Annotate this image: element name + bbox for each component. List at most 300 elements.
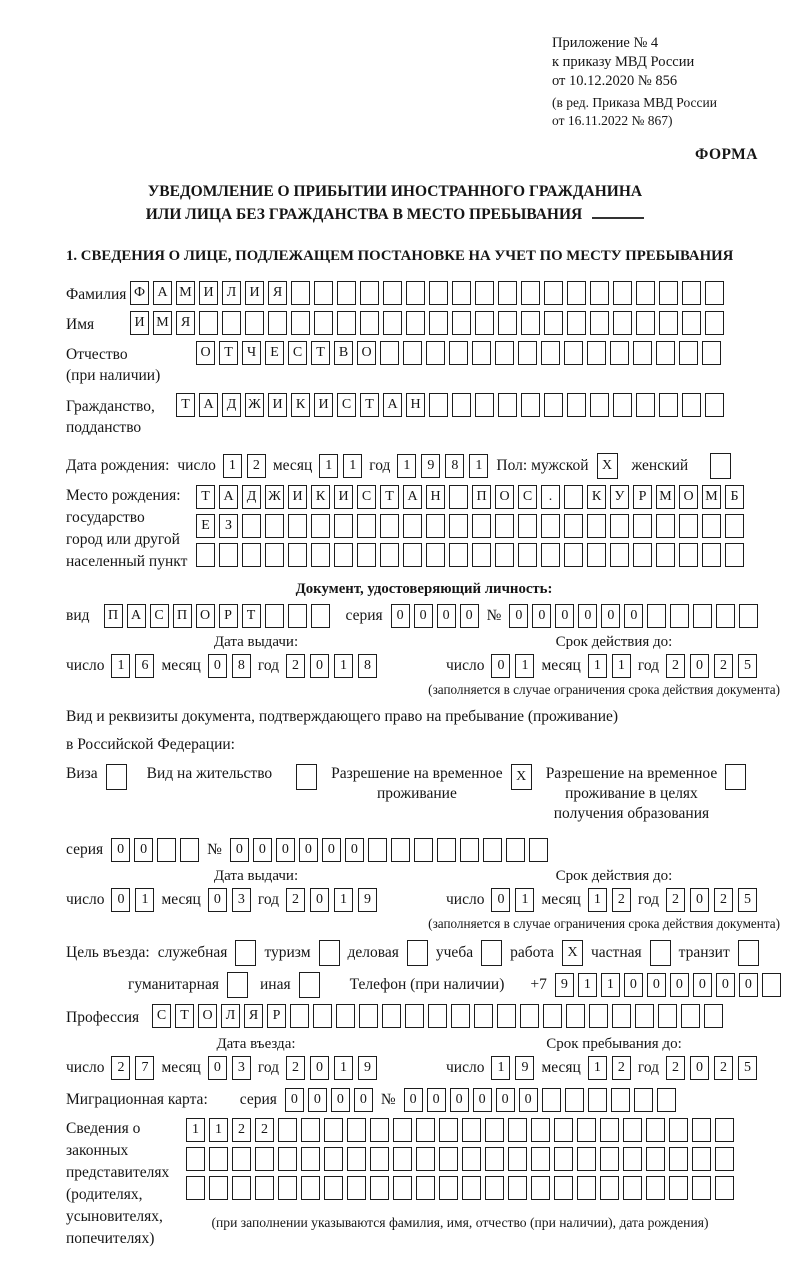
char-cell[interactable] [554,1147,573,1171]
char-cell[interactable] [291,311,310,335]
char-cell[interactable]: М [153,311,172,335]
char-cell[interactable] [521,281,540,305]
char-cell[interactable] [380,514,399,538]
purpose-other-checkbox[interactable] [299,972,320,998]
char-cell[interactable]: 1 [223,454,242,478]
char-cell[interactable]: 7 [135,1056,154,1080]
char-cell[interactable]: 1 [469,454,488,478]
char-cell[interactable] [725,543,744,567]
char-cell[interactable] [544,311,563,335]
birth-year-cells[interactable] [397,454,488,478]
char-cell[interactable]: 2 [286,654,305,678]
char-cell[interactable] [520,1004,539,1028]
residence-permit-checkbox[interactable] [296,764,317,790]
char-cell[interactable] [518,514,537,538]
phone-cells[interactable] [555,973,781,997]
char-cell[interactable] [623,1147,642,1171]
char-cell[interactable]: 2 [612,888,631,912]
char-cell[interactable] [439,1118,458,1142]
char-cell[interactable] [590,311,609,335]
char-cell[interactable] [242,514,261,538]
char-cell[interactable] [682,281,701,305]
char-cell[interactable] [449,543,468,567]
char-cell[interactable]: 0 [690,888,709,912]
residence-issue-month-cells[interactable] [208,888,251,912]
char-cell[interactable] [222,311,241,335]
char-cell[interactable]: М [656,485,675,509]
char-cell[interactable] [393,1147,412,1171]
char-cell[interactable]: Я [244,1004,263,1028]
residence-issue-day-cells[interactable] [111,888,154,912]
char-cell[interactable]: 0 [111,838,130,862]
char-cell[interactable] [472,341,491,365]
char-cell[interactable] [439,1147,458,1171]
char-cell[interactable] [633,543,652,567]
char-cell[interactable]: 2 [714,888,733,912]
char-cell[interactable] [715,1147,734,1171]
char-cell[interactable] [566,1004,585,1028]
char-cell[interactable] [705,281,724,305]
char-cell[interactable]: М [702,485,721,509]
char-cell[interactable] [414,838,433,862]
char-cell[interactable] [669,1118,688,1142]
char-cell[interactable] [245,311,264,335]
char-cell[interactable] [370,1118,389,1142]
char-cell[interactable] [506,838,525,862]
char-cell[interactable]: 0 [460,604,479,628]
char-cell[interactable] [647,604,666,628]
char-cell[interactable]: 0 [331,1088,350,1112]
char-cell[interactable] [692,1176,711,1200]
char-cell[interactable] [428,1004,447,1028]
profession-cells[interactable] [152,1004,723,1028]
char-cell[interactable] [498,311,517,335]
char-cell[interactable] [347,1118,366,1142]
char-cell[interactable]: 0 [624,604,643,628]
char-cell[interactable]: 2 [714,654,733,678]
char-cell[interactable]: 0 [496,1088,515,1112]
char-cell[interactable] [692,1147,711,1171]
char-cell[interactable] [658,1004,677,1028]
char-cell[interactable]: 2 [666,888,685,912]
char-cell[interactable] [426,514,445,538]
char-cell[interactable] [588,1088,607,1112]
char-cell[interactable] [657,1088,676,1112]
char-cell[interactable] [403,514,422,538]
char-cell[interactable]: Е [196,514,215,538]
char-cell[interactable] [474,1004,493,1028]
char-cell[interactable] [646,1118,665,1142]
char-cell[interactable] [681,1004,700,1028]
char-cell[interactable] [508,1147,527,1171]
char-cell[interactable] [485,1176,504,1200]
char-cell[interactable]: 1 [612,654,631,678]
char-cell[interactable]: 9 [515,1056,534,1080]
char-cell[interactable] [670,604,689,628]
char-cell[interactable] [542,1088,561,1112]
char-cell[interactable] [541,514,560,538]
char-cell[interactable] [426,341,445,365]
char-cell[interactable] [554,1118,573,1142]
char-cell[interactable] [531,1147,550,1171]
char-cell[interactable] [311,543,330,567]
char-cell[interactable] [180,838,199,862]
char-cell[interactable] [544,393,563,417]
stay-day-cells[interactable] [491,1056,534,1080]
char-cell[interactable]: А [383,393,402,417]
char-cell[interactable] [472,543,491,567]
representatives-cells-row3[interactable] [186,1176,734,1200]
char-cell[interactable] [646,1176,665,1200]
char-cell[interactable]: 0 [391,604,410,628]
temp-residence-edu-checkbox[interactable] [725,764,746,790]
char-cell[interactable]: 8 [445,454,464,478]
char-cell[interactable]: Т [311,341,330,365]
representatives-cells-row1[interactable] [186,1118,734,1142]
char-cell[interactable]: 1 [334,888,353,912]
char-cell[interactable] [541,341,560,365]
char-cell[interactable] [485,1147,504,1171]
char-cell[interactable]: 0 [624,973,643,997]
char-cell[interactable] [656,514,675,538]
char-cell[interactable] [635,1004,654,1028]
char-cell[interactable] [106,764,127,790]
char-cell[interactable]: С [150,604,169,628]
char-cell[interactable] [725,764,746,790]
char-cell[interactable]: С [357,485,376,509]
char-cell[interactable]: 1 [319,454,338,478]
char-cell[interactable] [235,940,256,966]
char-cell[interactable] [633,341,652,365]
char-cell[interactable]: Т [380,485,399,509]
char-cell[interactable]: X [511,764,532,790]
char-cell[interactable]: Т [175,1004,194,1028]
char-cell[interactable]: О [196,341,215,365]
char-cell[interactable]: 3 [232,1056,251,1080]
char-cell[interactable] [485,1118,504,1142]
char-cell[interactable] [314,281,333,305]
char-cell[interactable] [508,1118,527,1142]
char-cell[interactable]: 0 [690,1056,709,1080]
char-cell[interactable] [460,838,479,862]
char-cell[interactable] [567,393,586,417]
migration-number-cells[interactable] [404,1088,676,1112]
char-cell[interactable] [636,393,655,417]
char-cell[interactable] [290,1004,309,1028]
char-cell[interactable] [347,1147,366,1171]
char-cell[interactable] [232,1176,251,1200]
char-cell[interactable]: В [334,341,353,365]
char-cell[interactable] [613,311,632,335]
char-cell[interactable]: 3 [232,888,251,912]
char-cell[interactable] [611,1088,630,1112]
char-cell[interactable]: 9 [358,888,377,912]
firstname-cells[interactable] [130,311,724,335]
char-cell[interactable] [336,1004,355,1028]
char-cell[interactable]: 1 [111,654,130,678]
char-cell[interactable] [564,514,583,538]
char-cell[interactable]: 2 [286,888,305,912]
char-cell[interactable] [544,281,563,305]
char-cell[interactable] [186,1147,205,1171]
char-cell[interactable] [543,1004,562,1028]
residence-number-cells[interactable] [230,838,548,862]
char-cell[interactable]: Р [219,604,238,628]
char-cell[interactable]: Б [725,485,744,509]
char-cell[interactable] [278,1147,297,1171]
char-cell[interactable] [337,281,356,305]
char-cell[interactable]: X [562,940,583,966]
char-cell[interactable] [567,281,586,305]
purpose-work-checkbox[interactable] [562,940,583,966]
char-cell[interactable]: С [518,485,537,509]
char-cell[interactable]: У [610,485,629,509]
char-cell[interactable] [475,393,494,417]
char-cell[interactable] [623,1118,642,1142]
doc-issue-year-cells[interactable] [286,654,377,678]
char-cell[interactable]: 6 [135,654,154,678]
char-cell[interactable] [521,393,540,417]
char-cell[interactable] [659,393,678,417]
char-cell[interactable] [462,1176,481,1200]
char-cell[interactable]: 0 [253,838,272,862]
char-cell[interactable] [437,838,456,862]
char-cell[interactable] [498,281,517,305]
char-cell[interactable] [587,514,606,538]
char-cell[interactable] [567,311,586,335]
char-cell[interactable] [518,341,537,365]
char-cell[interactable]: 0 [345,838,364,862]
char-cell[interactable] [497,1004,516,1028]
purpose-official-checkbox[interactable] [235,940,256,966]
char-cell[interactable] [600,1118,619,1142]
migration-series-cells[interactable] [285,1088,373,1112]
char-cell[interactable] [613,393,632,417]
char-cell[interactable]: А [127,604,146,628]
char-cell[interactable]: 1 [209,1118,228,1142]
char-cell[interactable]: А [153,281,172,305]
char-cell[interactable] [301,1118,320,1142]
char-cell[interactable] [278,1176,297,1200]
char-cell[interactable]: 0 [491,654,510,678]
char-cell[interactable]: 0 [555,604,574,628]
char-cell[interactable] [531,1118,550,1142]
char-cell[interactable]: Н [426,485,445,509]
purpose-humanitarian-checkbox[interactable] [227,972,248,998]
char-cell[interactable] [391,838,410,862]
char-cell[interactable]: Т [242,604,261,628]
char-cell[interactable] [360,281,379,305]
char-cell[interactable] [407,940,428,966]
char-cell[interactable] [429,393,448,417]
char-cell[interactable]: 0 [208,1056,227,1080]
char-cell[interactable] [313,1004,332,1028]
char-cell[interactable]: 0 [509,604,528,628]
char-cell[interactable] [452,311,471,335]
char-cell[interactable] [299,972,320,998]
char-cell[interactable]: . [541,485,560,509]
char-cell[interactable] [710,453,731,479]
residence-valid-month-cells[interactable] [588,888,631,912]
char-cell[interactable] [301,1176,320,1200]
char-cell[interactable]: 2 [111,1056,130,1080]
char-cell[interactable] [483,838,502,862]
char-cell[interactable] [646,1147,665,1171]
char-cell[interactable]: 2 [286,1056,305,1080]
doc-series-cells[interactable] [391,604,479,628]
char-cell[interactable] [393,1176,412,1200]
doc-number-cells[interactable] [509,604,758,628]
char-cell[interactable]: 2 [666,654,685,678]
temp-residence-checkbox[interactable] [511,764,532,790]
char-cell[interactable]: И [288,485,307,509]
char-cell[interactable]: И [334,485,353,509]
char-cell[interactable] [337,311,356,335]
char-cell[interactable] [682,311,701,335]
char-cell[interactable] [265,543,284,567]
char-cell[interactable]: 0 [491,888,510,912]
char-cell[interactable] [590,393,609,417]
char-cell[interactable] [518,543,537,567]
char-cell[interactable] [495,341,514,365]
char-cell[interactable] [669,1176,688,1200]
char-cell[interactable] [449,514,468,538]
char-cell[interactable] [311,514,330,538]
char-cell[interactable] [380,543,399,567]
char-cell[interactable]: Ф [130,281,149,305]
char-cell[interactable] [498,393,517,417]
char-cell[interactable] [311,604,330,628]
char-cell[interactable]: 0 [322,838,341,862]
char-cell[interactable] [656,341,675,365]
char-cell[interactable]: 8 [358,654,377,678]
char-cell[interactable]: 0 [414,604,433,628]
char-cell[interactable] [383,311,402,335]
char-cell[interactable]: 0 [404,1088,423,1112]
doc-issue-day-cells[interactable] [111,654,154,678]
char-cell[interactable]: К [291,393,310,417]
char-cell[interactable] [314,311,333,335]
char-cell[interactable] [196,543,215,567]
char-cell[interactable] [288,514,307,538]
char-cell[interactable]: К [587,485,606,509]
char-cell[interactable]: 0 [354,1088,373,1112]
char-cell[interactable]: 8 [232,654,251,678]
char-cell[interactable]: 0 [230,838,249,862]
char-cell[interactable] [564,543,583,567]
purpose-study-checkbox[interactable] [481,940,502,966]
char-cell[interactable]: 1 [601,973,620,997]
citizenship-cells[interactable] [176,393,724,417]
doc-valid-year-cells[interactable] [666,654,757,678]
char-cell[interactable] [541,543,560,567]
char-cell[interactable] [452,393,471,417]
char-cell[interactable] [508,1176,527,1200]
char-cell[interactable] [370,1176,389,1200]
char-cell[interactable] [565,1088,584,1112]
char-cell[interactable] [406,311,425,335]
char-cell[interactable]: 0 [208,654,227,678]
char-cell[interactable]: 0 [519,1088,538,1112]
char-cell[interactable]: 0 [437,604,456,628]
char-cell[interactable]: 1 [588,1056,607,1080]
char-cell[interactable] [577,1118,596,1142]
entry-day-cells[interactable] [111,1056,154,1080]
char-cell[interactable]: И [130,311,149,335]
char-cell[interactable]: 0 [739,973,758,997]
char-cell[interactable]: 5 [738,888,757,912]
char-cell[interactable]: 9 [358,1056,377,1080]
char-cell[interactable] [301,1147,320,1171]
char-cell[interactable] [186,1176,205,1200]
char-cell[interactable] [265,514,284,538]
char-cell[interactable] [472,514,491,538]
char-cell[interactable] [636,281,655,305]
char-cell[interactable]: М [176,281,195,305]
char-cell[interactable]: Е [265,341,284,365]
char-cell[interactable]: Р [267,1004,286,1028]
char-cell[interactable]: З [219,514,238,538]
char-cell[interactable]: 0 [208,888,227,912]
char-cell[interactable] [439,1176,458,1200]
char-cell[interactable]: 0 [285,1088,304,1112]
char-cell[interactable]: 0 [450,1088,469,1112]
char-cell[interactable]: 0 [134,838,153,862]
char-cell[interactable]: 1 [515,654,534,678]
char-cell[interactable]: 1 [334,654,353,678]
char-cell[interactable]: Л [221,1004,240,1028]
char-cell[interactable] [357,543,376,567]
char-cell[interactable] [380,341,399,365]
stay-year-cells[interactable] [666,1056,757,1080]
char-cell[interactable]: И [199,281,218,305]
purpose-private-checkbox[interactable] [650,940,671,966]
char-cell[interactable] [383,281,402,305]
char-cell[interactable] [359,1004,378,1028]
char-cell[interactable]: П [173,604,192,628]
entry-month-cells[interactable] [208,1056,251,1080]
char-cell[interactable]: X [597,453,618,479]
char-cell[interactable]: К [311,485,330,509]
char-cell[interactable] [357,514,376,538]
char-cell[interactable]: И [268,393,287,417]
residence-issue-year-cells[interactable] [286,888,377,912]
char-cell[interactable]: 5 [738,1056,757,1080]
char-cell[interactable] [475,311,494,335]
sex-female-checkbox[interactable] [710,453,731,479]
char-cell[interactable] [564,341,583,365]
char-cell[interactable] [623,1176,642,1200]
birth-place-cells-row1[interactable] [196,485,744,509]
char-cell[interactable] [521,311,540,335]
char-cell[interactable]: 0 [601,604,620,628]
char-cell[interactable]: А [199,393,218,417]
doc-valid-day-cells[interactable] [491,654,534,678]
char-cell[interactable]: 9 [421,454,440,478]
char-cell[interactable]: 1 [334,1056,353,1080]
char-cell[interactable]: 1 [397,454,416,478]
char-cell[interactable] [462,1118,481,1142]
char-cell[interactable] [288,604,307,628]
char-cell[interactable]: 0 [693,973,712,997]
char-cell[interactable]: И [314,393,333,417]
char-cell[interactable] [577,1147,596,1171]
char-cell[interactable] [219,543,238,567]
char-cell[interactable] [416,1176,435,1200]
char-cell[interactable] [692,1118,711,1142]
char-cell[interactable] [610,341,629,365]
char-cell[interactable] [679,341,698,365]
